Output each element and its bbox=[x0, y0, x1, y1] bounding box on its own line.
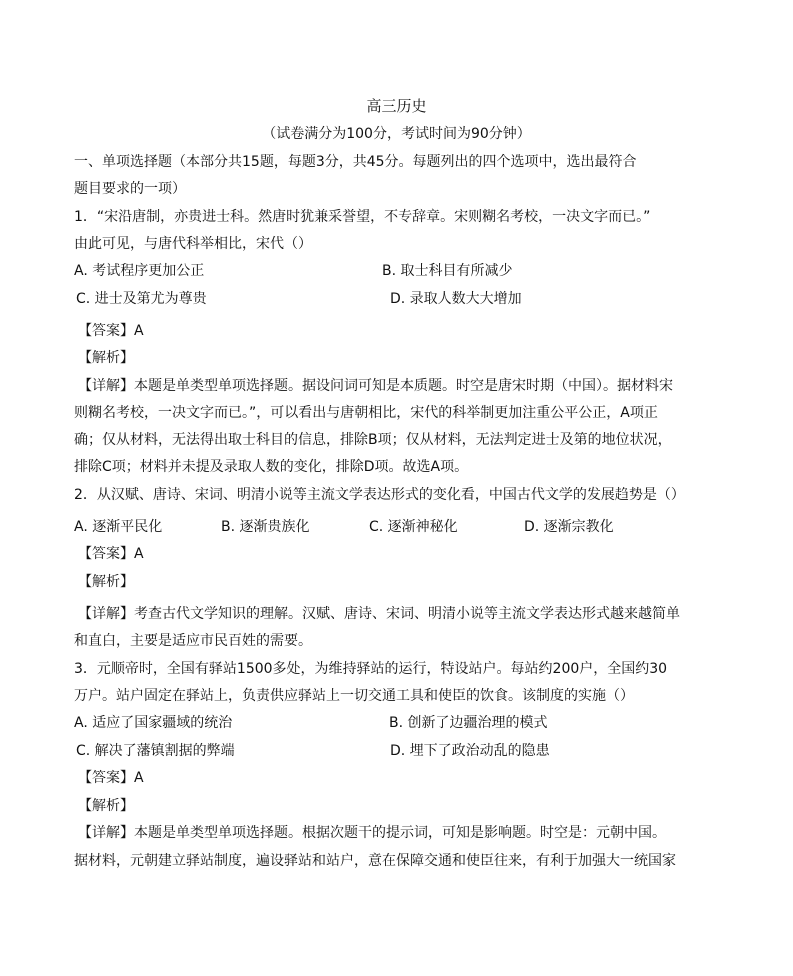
q3-stem-line-2: 万户。站户固定在驿站上，负责供应驿站上一切交通工具和使臣的饮食。该制度的实施（） bbox=[74, 688, 634, 704]
q1-option-b: B. 取士科目有所减少 bbox=[382, 263, 513, 279]
q1-detail-line-2: 则糊名考校，一决文字而已。”，可以看出与唐朝相比，宋代的科举制更加注重公平公正，A项正 bbox=[74, 405, 658, 421]
q3-option-d: D. 埋下了政治动乱的隐患 bbox=[390, 743, 550, 759]
exam-title: 高三历史 bbox=[366, 97, 427, 115]
q1-option-c: C. 进士及第尤为尊贵 bbox=[76, 291, 207, 307]
section-heading-line-1: 一、单项选择题（本部分共15题，每题3分，共45分。每题列出的四个选项中，选出最符合 bbox=[74, 154, 637, 170]
q3-option-a: A. 适应了国家疆域的统治 bbox=[74, 715, 233, 731]
q2-detail-line-2: 和直白，主要是适应市民百姓的需要。 bbox=[74, 633, 312, 649]
q3-stem-line-1: 3．元顺帝时，全国有驿站1500多处，为维持驿站的运行，特设站户。每站约200户，全国约30 bbox=[74, 661, 668, 677]
q3-detail-line-2: 据材料，元朝建立驿站制度，遍设驿站和站户，意在保障交通和使臣往来，有利于加强大一统国家 bbox=[74, 853, 676, 869]
q3-answer: 【答案】A bbox=[78, 770, 144, 786]
q2-stem-line-1: 2．从汉赋、唐诗、宋词、明清小说等主流文学表达形式的变化看，中国古代文学的发展趋势是（） bbox=[74, 487, 685, 503]
q3-option-b: B. 创新了边疆治理的模式 bbox=[389, 715, 548, 731]
q3-option-c: C. 解决了藩镇割据的弊端 bbox=[76, 743, 235, 759]
q1-stem-line-1: 1．“宋沿唐制，亦贵进士科。然唐时犹兼采誉望，不专辞章。宋则糊名考校，一决文字而已。” bbox=[74, 209, 651, 225]
q1-stem-line-2: 由此可见，与唐代科举相比，宋代（） bbox=[74, 236, 312, 252]
q2-option-d: D. 逐渐宗教化 bbox=[524, 519, 614, 535]
q1-answer: 【答案】A bbox=[78, 323, 144, 339]
q2-option-a: A. 逐渐平民化 bbox=[74, 519, 163, 535]
q2-analysis-label: 【解析】 bbox=[78, 574, 134, 590]
q1-detail-line-1: 【详解】本题是单类型单项选择题。据设问词可知是本质题。时空是唐宋时期（中国）。据材料宋 bbox=[78, 378, 673, 394]
q1-analysis-label: 【解析】 bbox=[78, 350, 134, 366]
q2-answer: 【答案】A bbox=[78, 546, 144, 562]
q1-detail-line-4: 排除C项；材料并未提及录取人数的变化，排除D项。故选A项。 bbox=[74, 459, 469, 475]
q2-detail-line-1: 【详解】考查古代文学知识的理解。汉赋、唐诗、宋词、明清小说等主流文学表达形式越来越简单 bbox=[78, 606, 680, 622]
q3-analysis-label: 【解析】 bbox=[78, 798, 134, 814]
exam-subtitle: （试卷满分为100分，考试时间为90分钟） bbox=[262, 126, 531, 142]
q2-option-c: C. 逐渐神秘化 bbox=[369, 519, 458, 535]
section-heading-line-2: 题目要求的一项） bbox=[74, 181, 186, 197]
q1-option-d: D. 录取人数大大增加 bbox=[390, 291, 522, 307]
q1-detail-line-3: 确；仅从材料，无法得出取士科目的信息，排除B项；仅从材料，无法判定进士及第的地位状况， bbox=[74, 432, 672, 448]
q1-option-a: A. 考试程序更加公正 bbox=[74, 263, 205, 279]
q2-option-b: B. 逐渐贵族化 bbox=[221, 519, 310, 535]
q3-detail-line-1: 【详解】本题是单类型单项选择题。根据次题干的提示词，可知是影响题。时空是：元朝中国。 bbox=[78, 825, 666, 841]
